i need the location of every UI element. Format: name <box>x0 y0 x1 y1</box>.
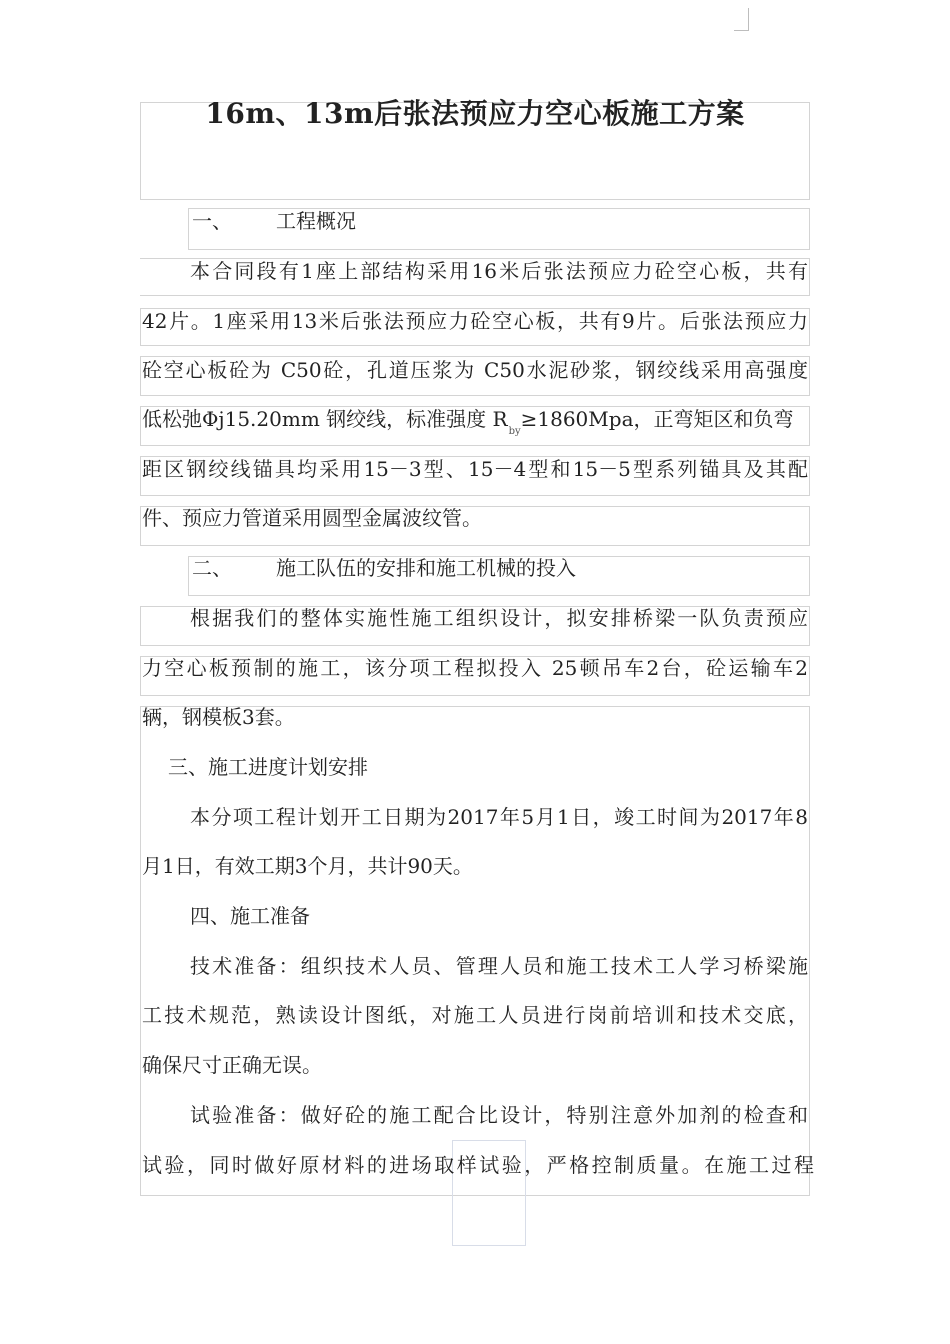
paragraph-line: 确保尺寸正确无误。 <box>142 1053 322 1077</box>
paragraph-line: 试验准备：做好砼的施工配合比设计，特别注意外加剂的检查和 <box>190 1103 808 1127</box>
paragraph-line: 月1日，有效工期3个月，共计90天。 <box>142 854 473 878</box>
paragraph-line: 辆，钢模板3套。 <box>142 705 295 729</box>
paragraph-line: 本合同段有1座上部结构采用16米后张法预应力砼空心板，共有 <box>190 259 808 283</box>
document-title: 16m、13m后张法预应力空心板施工方案 <box>205 97 745 130</box>
paragraph-line: 力空心板预制的施工，该分项工程拟投入 25顿吊车2台，砼运输车2 <box>142 656 808 680</box>
line-text: 低松弛Φj15.20mm 钢绞线，标准强度 R <box>142 407 508 431</box>
line-text: ≥1860Mpa，正弯矩区和负弯 <box>520 407 794 431</box>
paragraph-line: 距区钢绞线锚具均采用15－3型、15－4型和15－5型系列锚具及其配 <box>142 457 808 481</box>
paragraph-line: 砼空心板砼为 C50砼，孔道压浆为 C50水泥砂浆，钢绞线采用高强度 <box>142 358 808 382</box>
paragraph-line: 技术准备：组织技术人员、管理人员和施工技术工人学习桥梁施 <box>190 954 808 978</box>
section-heading: 三、施工进度计划安排 <box>168 755 368 779</box>
paragraph-line: 件、预应力管道采用圆型金属波纹管。 <box>142 506 482 530</box>
section-heading <box>192 553 576 583</box>
paragraph-line: 试验，同时做好原材料的进场取样试验，严格控制质量。在施工过程 <box>142 1153 814 1177</box>
corner-mark <box>734 8 749 31</box>
section-number: 二、 <box>192 556 232 580</box>
section-title: 工程概况 <box>276 209 356 233</box>
section-heading <box>192 206 356 236</box>
subscript: by <box>508 426 521 437</box>
paragraph-line <box>142 404 808 437</box>
section-title: 施工队伍的安排和施工机械的投入 <box>276 556 576 580</box>
section-number: 一、 <box>192 209 232 233</box>
paragraph-line: 本分项工程计划开工日期为2017年5月1日，竣工时间为2017年8 <box>190 805 808 829</box>
paragraph-line: 工技术规范，熟读设计图纸，对施工人员进行岗前培训和技术交底， <box>142 1003 808 1027</box>
section-heading: 四、施工准备 <box>190 904 310 928</box>
paragraph-line: 根据我们的整体实施性施工组织设计，拟安排桥梁一队负责预应 <box>190 606 808 630</box>
paragraph-line: 42片。1座采用13米后张法预应力砼空心板，共有9片。后张法预应力 <box>142 309 808 333</box>
